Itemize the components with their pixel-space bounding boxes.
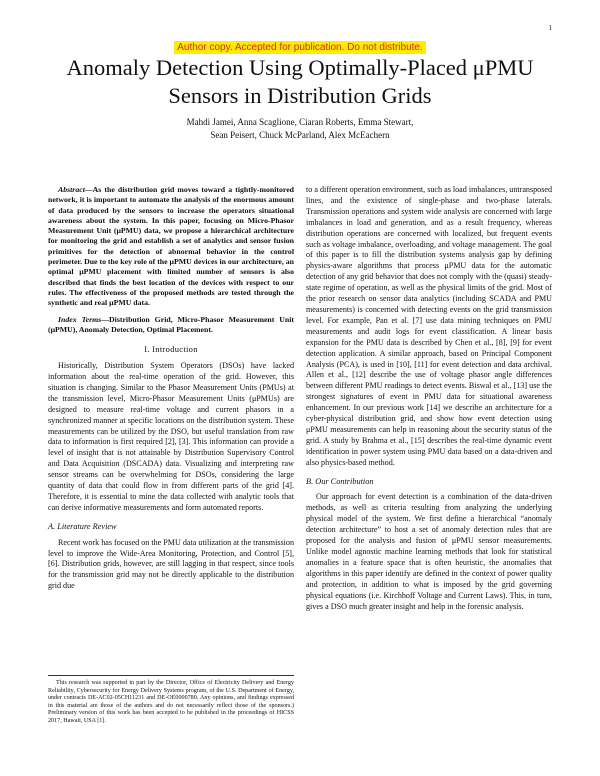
left-column — [48, 185, 294, 592]
index-terms — [48, 315, 294, 336]
footnote-text: This research was supported in part by the Director, Office of Electricity Delivery and Energy Reliability, Cybersecurity for Energy Delivery Systems program, of the U.S. Department of Energy, under contracts DE-AC02-05CH11231 and DE-OE0000780. Any opinions, and findings expressed in this material are those of the authors and do not necessarily reflect those of the sponsors.) Preliminary version of this work has been accepted to be published in the proceedings of HICSS 2017, Hawaii, USA [1]. — [48, 680, 294, 724]
abstract-text: As the distribution grid moves toward a tightly-monitored network, it is important to automate the analysis of the enormous amount of data produced by the sensors to increase the operators situational awareness about the system. In this paper, focusing on Micro-Phasor Measurement Unit (μPMU) data, we propose a hierarchical architecture for monitoring the grid and establish a set of analytics and sensor fusion primitives for the detection of abnormal behavior in the control perimeter. Due to the key role of the μPMU devices in our architecture, an optimal μPMU placement with limited number of sensors is also described that finds the best location of the devices with respect to our rules. The effectiveness of the proposed methods are tested through the synthetic and real μPMU data. — [48, 185, 294, 308]
body-paragraph: Recent work has focused on the PMU data utilization at the transmission level to improve the Wide-Area Monitoring, Protection, and Control [5], [6]. Distribution grids, however, are still lagging in that respect, since tools for the transmission grid may not be directly applicable to the distribution grid due — [48, 537, 294, 591]
index-terms-label: Index Terms— — [58, 314, 110, 324]
paper-title: Anomaly Detection Using Optimally-Placed μPMU Sensors in Distribution Grids — [66, 55, 534, 108]
subsection-heading: B. Our Contribution — [306, 476, 374, 486]
banner-text: Author copy. Accepted for publication. Do not distribute. — [174, 41, 426, 54]
author-list — [120, 116, 480, 142]
footnote — [48, 675, 294, 725]
index-terms-text: Distribution Grid, Micro-Phasor Measurement Unit (μPMU), Anomaly Detection, Optimal Placement. — [48, 314, 295, 334]
author-line: Mahdi Jamei, Anna Scaglione, Ciaran Roberts, Emma Stewart, — [186, 117, 414, 127]
section-heading: I. Introduction — [144, 344, 198, 355]
body-paragraph: to a different operation environment, such as load imbalances, untransposed lines, and the existence of single-phase and two-phase laterals. Transmission operations and system wide analysis are concerned with large imbalances in load and generation, and as a result frequency, whereas distribution operations are concerned with localized, but frequent events such as voltage imbalance, overloading, and voltage management. The goal of this paper is to fill the distribution systems analysis gap by defining physics-aware algorithms that process μPMU data for the automatic detection of any grid behavior that does not comply with the (quasi) steady-state regime of operation, as well as the physical limits of the grid. Most of the prior research on sensor data analytics (including SCADA and PMU measurements) is concerned with detecting events on the grid transmission level. For example, Pan et al. [7] use data mining techniques on PMU measurements and audit logs for event classification. A linear basis expansion for the PMU data is described by Chen et al., [8], [9] for event detection application. A similar approach, based on Principal Component Analysis (PCA), is used in [10], [11] for event detection and data archival. Allen et al., [12] describe the use of voltage phasor angle differences between different PMU readings to detect events. Biswal et al., [13] use the strongest signatures of event in PMU data for situational awareness enhancement. In our previous work [14] we describe an architecture for a cyber-physical distribution grid, and show how event detection using μPMU measurements can help in reasoning about the security status of the grid. A study by Brahma et al., [15] describes the real-time dynamic event identification in power system using PMU data based on a data-driven and also physics-based method. — [306, 185, 552, 467]
abstract-label: Abstract— — [58, 185, 93, 194]
author-line: Sean Peisert, Chuck McParland, Alex McEachern — [210, 130, 390, 140]
page-number: 1 — [548, 24, 552, 32]
subsection-heading: A. Literature Review — [48, 521, 117, 531]
body-paragraph: Historically, Distribution System Operators (DSOs) have lacked information about the real-time operation of the grid. However, this situation is changing. Similar to the Phasor Measurement Units (PMUs) at the transmission level, Micro-Phasor Measurement Units (μPMUs) are designed to measure real-time voltage and current phasors in a synchronized manner at specific locations on the distribution system. These measurements can be utilized by the DSO, but useful translation from raw data to information is first required [2], [3]. This information can provide a level of insight that is not attainable by Distribution Supervisory Control and Data Acquisition (DSCADA) data. Visualizing and interpreting raw sensor streams can be overwhelming for DSOs, considering the large quantity of data that could flow in from different parts of the grid [4]. Therefore, it is essential to mine the data collected with analytic tools that can derive informative measurements and form automated reports. — [48, 361, 294, 512]
status-banner — [0, 37, 600, 55]
right-column — [306, 185, 552, 612]
body-paragraph: Our approach for event detection is a combination of the data-driven methods, as well as criteria resulting from analyzing the underlying physical model of the system. We first define a hierarchical “anomaly detection architecture” to host a set of anomaly detection rules that are proposed for the analysis and fusion of μPMU sensor measurements. Unlike model agnostic machine learning methods that look for statistical anomalies in a feature space that is often heuristic, the anomalies that algorithms in this paper identify are defined in the context of power quality and protection, in addition to what is imposed by the grid governing physical equations (i.e. Kirchhoff Voltage and Current Laws). This, in turn, gives a DSO much greater insight and help in the forensic analysis. — [306, 492, 552, 611]
abstract — [48, 185, 294, 309]
